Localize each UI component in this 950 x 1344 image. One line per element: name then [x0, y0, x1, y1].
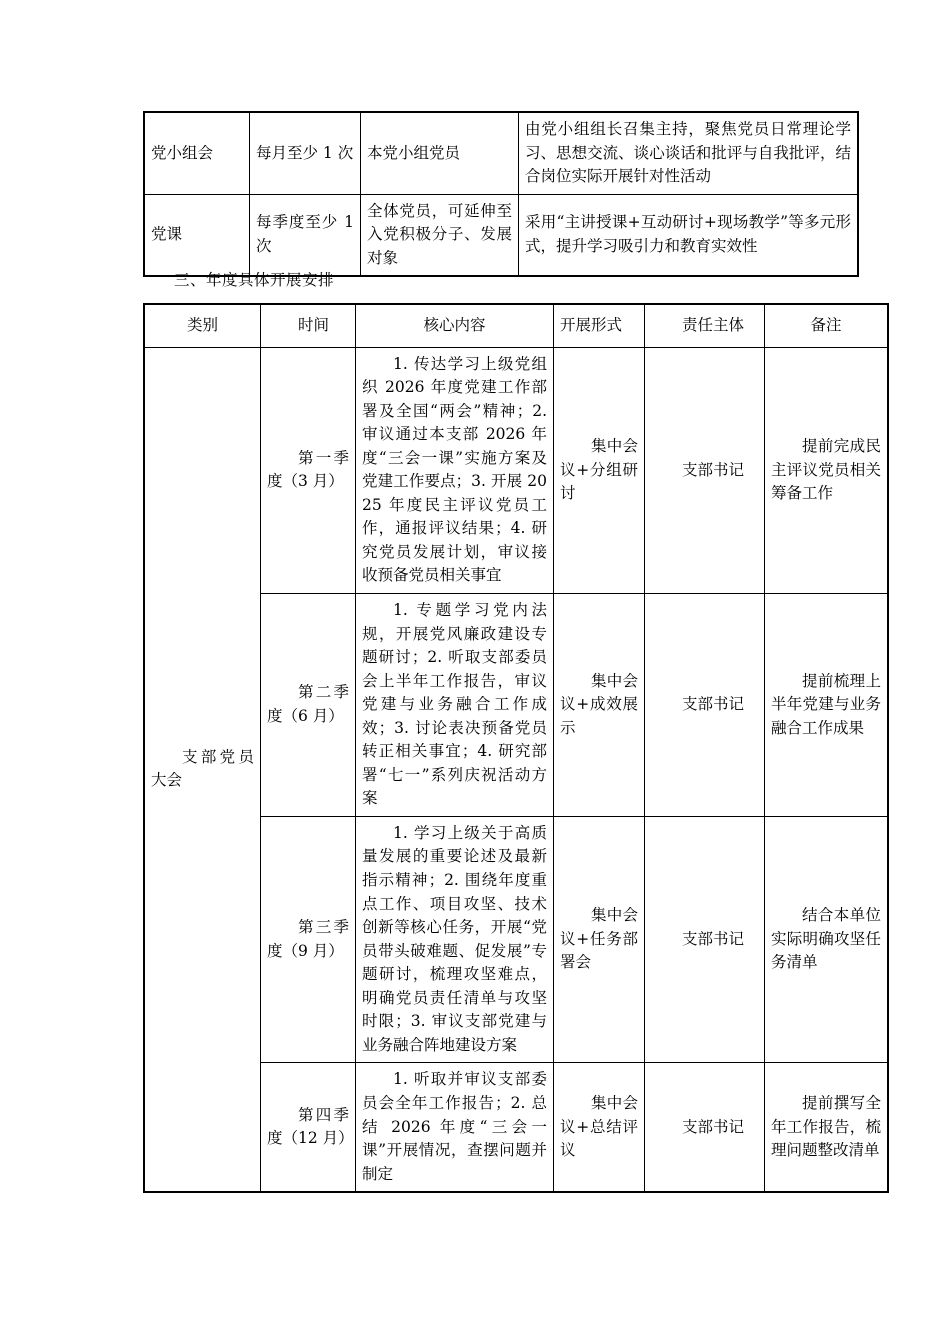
time-text: 第四季度（12 月）	[267, 1105, 354, 1148]
cell-content	[356, 816, 554, 1062]
header-label-owner: 责任主体	[682, 316, 745, 334]
table-row	[144, 112, 858, 194]
content-text: 1. 听取并审议支部委员会全年工作报告；2. 总结 2026 年度“三会一课”开展情况，查摆问题并制定	[362, 1070, 547, 1183]
remark-text: 提前完成民主评议党员相关筹备工作	[771, 436, 881, 503]
meeting-participants-text: 本党小组党员	[367, 143, 461, 162]
cell-owner	[645, 816, 765, 1062]
remark-text: 结合本单位实际明确攻坚任务清单	[771, 906, 881, 972]
cell-form	[554, 816, 645, 1062]
meeting-types-table	[143, 111, 859, 277]
cell-content	[356, 347, 554, 593]
cell-meeting-type	[144, 194, 250, 276]
content-text: 1. 专题学习党内法规，开展党风廉政建设专题研讨；2. 听取支部委员会上半年工作报告，审议党建与业务融合工作成效；3. 讨论表决预备党员转正相关事宜；4. 研究部署“七一”系列庆祝活动方案	[362, 601, 547, 808]
header-label-remark: 备注	[810, 316, 842, 334]
cell-meeting-description	[519, 112, 859, 194]
table-row	[144, 347, 888, 593]
cell-owner	[645, 347, 765, 593]
header-label-content: 核心内容	[423, 316, 486, 334]
cell-meeting-type	[144, 112, 250, 194]
cell-content	[356, 1063, 554, 1192]
meeting-participants-text: 全体党员，可延伸至入党积极分子、发展对象	[367, 201, 512, 267]
year-plan-table	[143, 303, 889, 1193]
cell-form	[554, 347, 645, 593]
header-cell-form	[554, 304, 645, 347]
cell-category-merged	[144, 347, 261, 1192]
header-label-category: 类别	[186, 316, 218, 334]
meeting-frequency-text: 每月至少 1 次	[256, 143, 354, 162]
cell-form	[554, 1063, 645, 1192]
table-row	[144, 194, 858, 276]
owner-text: 支部书记	[682, 695, 745, 714]
content-text: 1. 传达学习上级党组织 2026 年度党建工作部署及全国“两会”精神；2. 审议通过本支部 2026 年度“三会一课”实施方案及党建工作要点；3. 开展 2025 年度民主评议党员工作，通报评议结果；4. 研究党员发展计划，审议接收预备党员相关事宜	[362, 354, 547, 585]
cell-time	[261, 347, 356, 593]
owner-text: 支部书记	[682, 1117, 745, 1136]
remark-text: 提前梳理上半年党建与业务融合工作成果	[771, 671, 881, 737]
cell-remark	[765, 1063, 889, 1192]
owner-text: 支部书记	[682, 460, 745, 479]
header-cell-category	[144, 304, 261, 347]
meeting-description-text: 由党小组组长召集主持，聚焦党员日常理论学习、思想交流、谈心谈话和批评与自我批评，结合岗位实际开展针对性活动	[525, 120, 851, 186]
category-label-text: 支部党员大会	[151, 747, 254, 790]
cell-owner	[645, 1063, 765, 1192]
cell-content	[356, 594, 554, 817]
table-header-row	[144, 304, 888, 347]
cell-time	[261, 816, 356, 1062]
form-text: 集中会议+成效展示	[560, 671, 638, 737]
meeting-type-text: 党课	[151, 225, 183, 244]
remark-text: 提前撰写全年工作报告，梳理问题整改清单	[771, 1093, 881, 1160]
cell-meeting-frequency	[250, 194, 361, 276]
cell-time	[261, 594, 356, 817]
meeting-description-text: 采用“主讲授课+互动研讨+现场教学”等多元形式，提升学习吸引力和教育实效性	[525, 213, 851, 255]
form-text: 集中会议+任务部署会	[560, 906, 638, 972]
cell-owner	[645, 594, 765, 817]
cell-meeting-frequency	[250, 112, 361, 194]
header-cell-remark	[765, 304, 889, 347]
owner-text: 支部书记	[682, 929, 745, 948]
form-text: 集中会议+总结评议	[560, 1093, 638, 1160]
section-heading: 三、年度具体开展安排	[174, 271, 335, 289]
cell-remark	[765, 347, 889, 593]
header-label-time: 时间	[298, 316, 330, 334]
time-text: 第二季度（6 月）	[267, 683, 349, 725]
cell-meeting-participants	[361, 112, 519, 194]
header-label-form: 开展形式	[560, 316, 623, 334]
time-text: 第三季度（9 月）	[267, 918, 349, 960]
form-text: 集中会议+分组研讨	[560, 436, 638, 503]
cell-form	[554, 594, 645, 817]
cell-meeting-description	[519, 194, 859, 276]
cell-remark	[765, 816, 889, 1062]
cell-time	[261, 1063, 356, 1192]
meeting-type-text: 党小组会	[151, 143, 214, 162]
content-text: 1. 学习上级关于高质量发展的重要论述及最新指示精神；2. 围绕年度重点工作、项目攻坚、技术创新等核心任务，开展“党员带头破难题、促发展”专题研讨，梳理攻坚难点，明确党员责任清单与攻坚时限；3. 审议支部党建与业务融合阵地建设方案	[362, 823, 547, 1054]
header-cell-time	[261, 304, 356, 347]
header-cell-owner	[645, 304, 765, 347]
meeting-frequency-text: 每季度至少 1 次	[256, 213, 354, 255]
header-cell-content	[356, 304, 554, 347]
cell-meeting-participants	[361, 194, 519, 276]
cell-remark	[765, 594, 889, 817]
time-text: 第一季度（3 月）	[267, 448, 349, 491]
